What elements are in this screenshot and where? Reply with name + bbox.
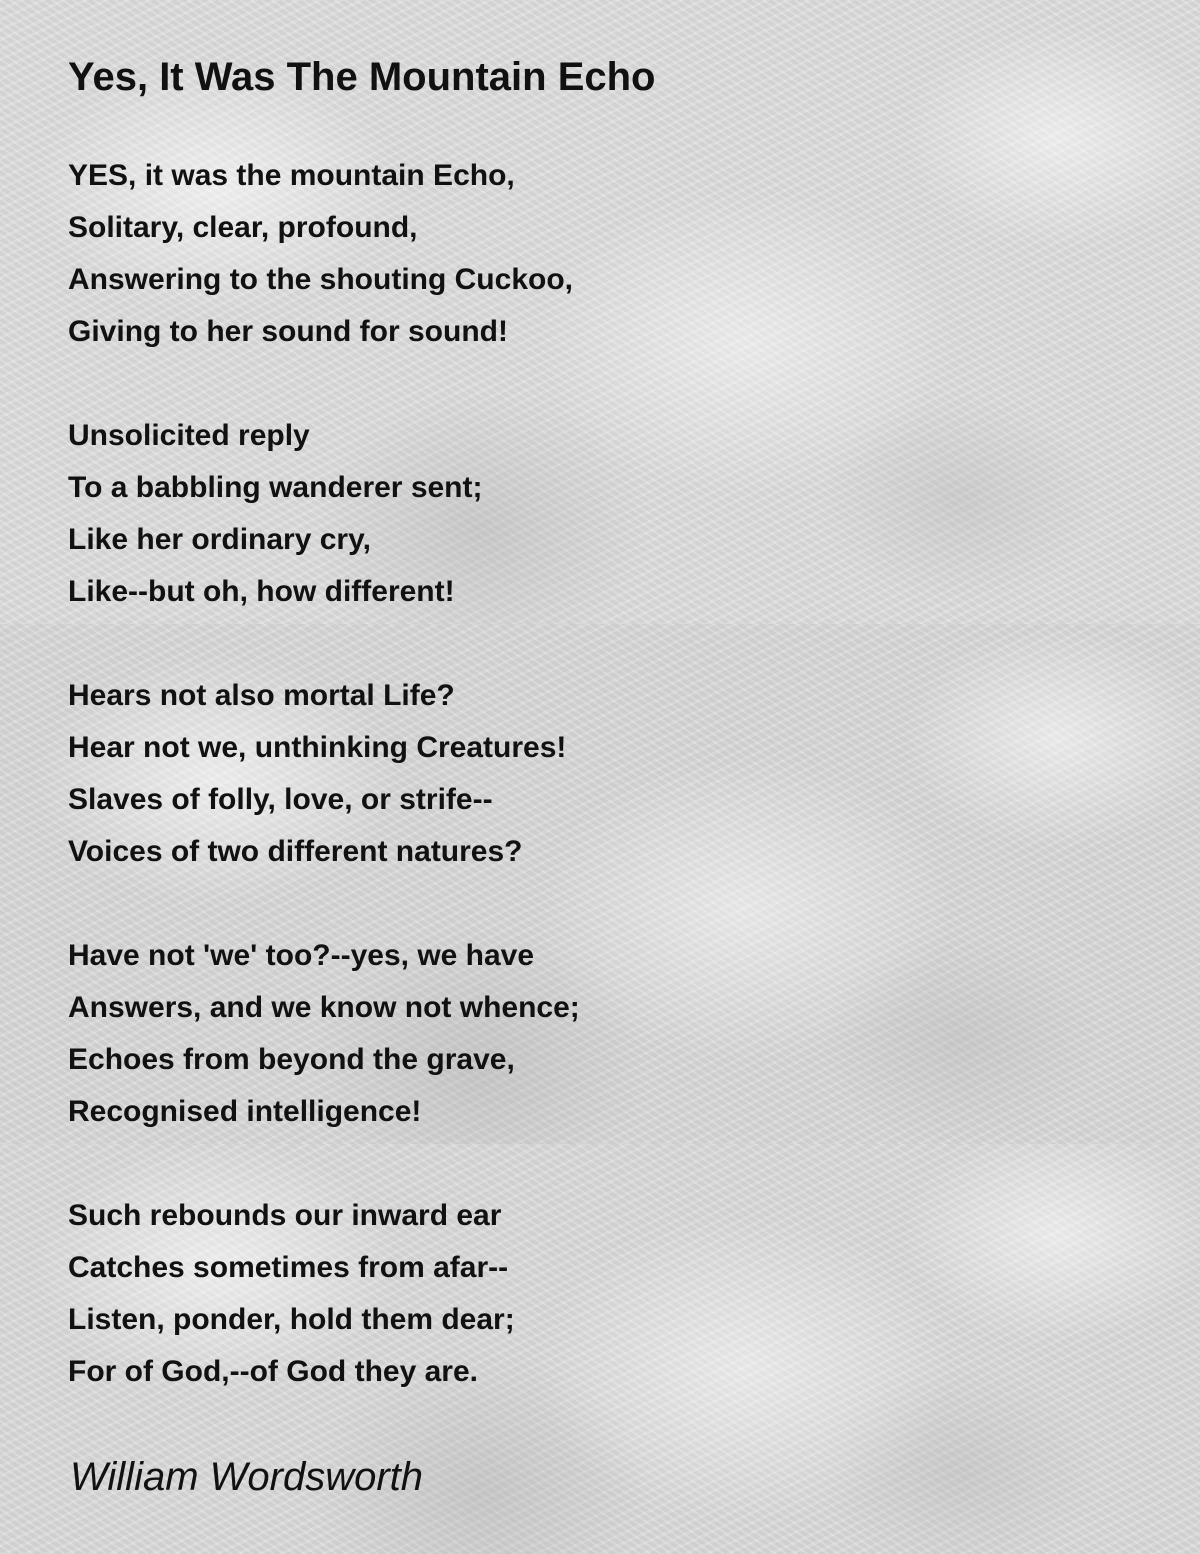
poem-line: Answers, and we know not whence; (68, 991, 580, 1024)
poem-line: Like--but oh, how different! (68, 575, 455, 608)
poem-line: Echoes from beyond the grave, (68, 1043, 515, 1076)
poem-title: Yes, It Was The Mountain Echo (68, 55, 656, 99)
stanza-5 (68, 1190, 580, 1398)
poem-line: Hear not we, unthinking Creatures! (68, 731, 567, 764)
poem-line: Catches sometimes from afar-- (68, 1251, 509, 1284)
stanza-2 (68, 410, 580, 618)
poem-line: Solitary, clear, profound, (68, 211, 418, 244)
poem-line: Hears not also mortal Life? (68, 679, 455, 712)
poem-body (68, 150, 580, 1450)
stanza-4 (68, 930, 580, 1138)
poem-line: Like her ordinary cry, (68, 523, 371, 556)
poem-line: Have not 'we' too?--yes, we have (68, 939, 535, 972)
stanza-3 (68, 670, 580, 878)
poem-line: To a babbling wanderer sent; (68, 471, 483, 504)
poem-line: Voices of two different natures? (68, 835, 523, 868)
stanza-1 (68, 150, 580, 358)
poem-line: Unsolicited reply (68, 419, 310, 452)
poem-line: Such rebounds our inward ear (68, 1199, 502, 1232)
poem-line: Giving to her sound for sound! (68, 315, 508, 348)
poem-line: For of God,--of God they are. (68, 1355, 478, 1388)
poem-line: Listen, ponder, hold them dear; (68, 1303, 515, 1336)
poem-line: Slaves of folly, love, or strife-- (68, 783, 493, 816)
poem-line: YES, it was the mountain Echo, (68, 159, 515, 192)
poem-line: Recognised intelligence! (68, 1095, 422, 1128)
poem-author: William Wordsworth (70, 1455, 424, 1499)
poem-line: Answering to the shouting Cuckoo, (68, 263, 573, 296)
